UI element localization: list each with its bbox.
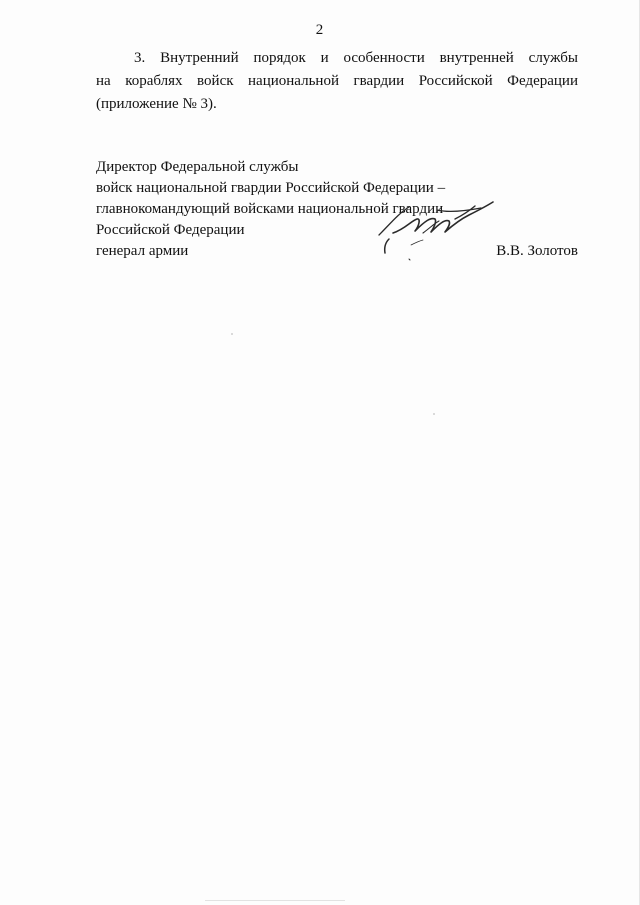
signatory-block (96, 157, 578, 262)
signatory-name: В.В. Золотов (496, 243, 578, 259)
signatory-title-line-3: главнокомандующий войсками национальной гвардии (96, 201, 444, 217)
scan-edge-line (205, 900, 345, 901)
page-number: 2 (315, 22, 324, 38)
item-line-3: (приложение № 3). (96, 96, 217, 112)
item-line-2: на кораблях войск национальной гвардии Российской Федерации (96, 73, 578, 89)
signatory-title-line-2: войск национальной гвардии Российской Федерации – (96, 180, 446, 196)
scan-speck (231, 333, 233, 335)
signatory-title-line-4: Российской Федерации (96, 222, 245, 238)
item-line-1: 3. Внутренний порядок и особенности внутренней службы (134, 50, 578, 66)
scan-speck (433, 413, 435, 415)
handwritten-signature (365, 195, 500, 265)
item-paragraph (96, 47, 578, 116)
signatory-title-line-1: Директор Федеральной службы (96, 159, 299, 175)
signatory-rank-row (96, 241, 578, 262)
signatory-rank: генерал армии (96, 243, 189, 259)
